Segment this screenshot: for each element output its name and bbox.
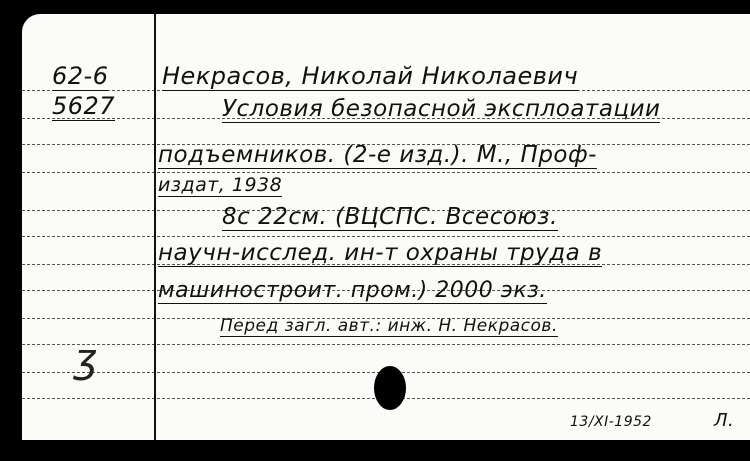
ruled-line — [22, 236, 750, 237]
note-line: Перед загл. авт.: инж. Н. Некрасов. — [220, 316, 558, 336]
corner-mark: ʒ — [74, 336, 98, 382]
title-line-1: Условия безопасной эксплоатации — [222, 96, 661, 122]
series-line-1: научн-исслед. ин-т охраны труда в — [158, 240, 603, 266]
margin-line — [154, 14, 156, 440]
ruled-line — [22, 172, 750, 173]
call-number-secondary: 5627 — [52, 92, 116, 120]
catalog-card — [22, 14, 750, 440]
call-number-primary: 62-6 — [52, 62, 109, 90]
publisher-line: издат, 1938 — [158, 174, 283, 196]
librarian-initials: Л. — [714, 410, 735, 431]
stamp-date: 13/XI-1952 — [570, 414, 652, 430]
collation-line: 8с 22см. (ВЦСПС. Всесоюз. — [222, 204, 558, 230]
punch-hole — [374, 366, 406, 410]
series-line-2: машиностроит. пром.) 2000 экз. — [158, 278, 547, 303]
author-line: Некрасов, Николай Николаевич — [162, 62, 579, 90]
ruled-line — [22, 344, 750, 345]
title-line-2: подъемников. (2-е изд.). М., Проф- — [158, 142, 597, 168]
